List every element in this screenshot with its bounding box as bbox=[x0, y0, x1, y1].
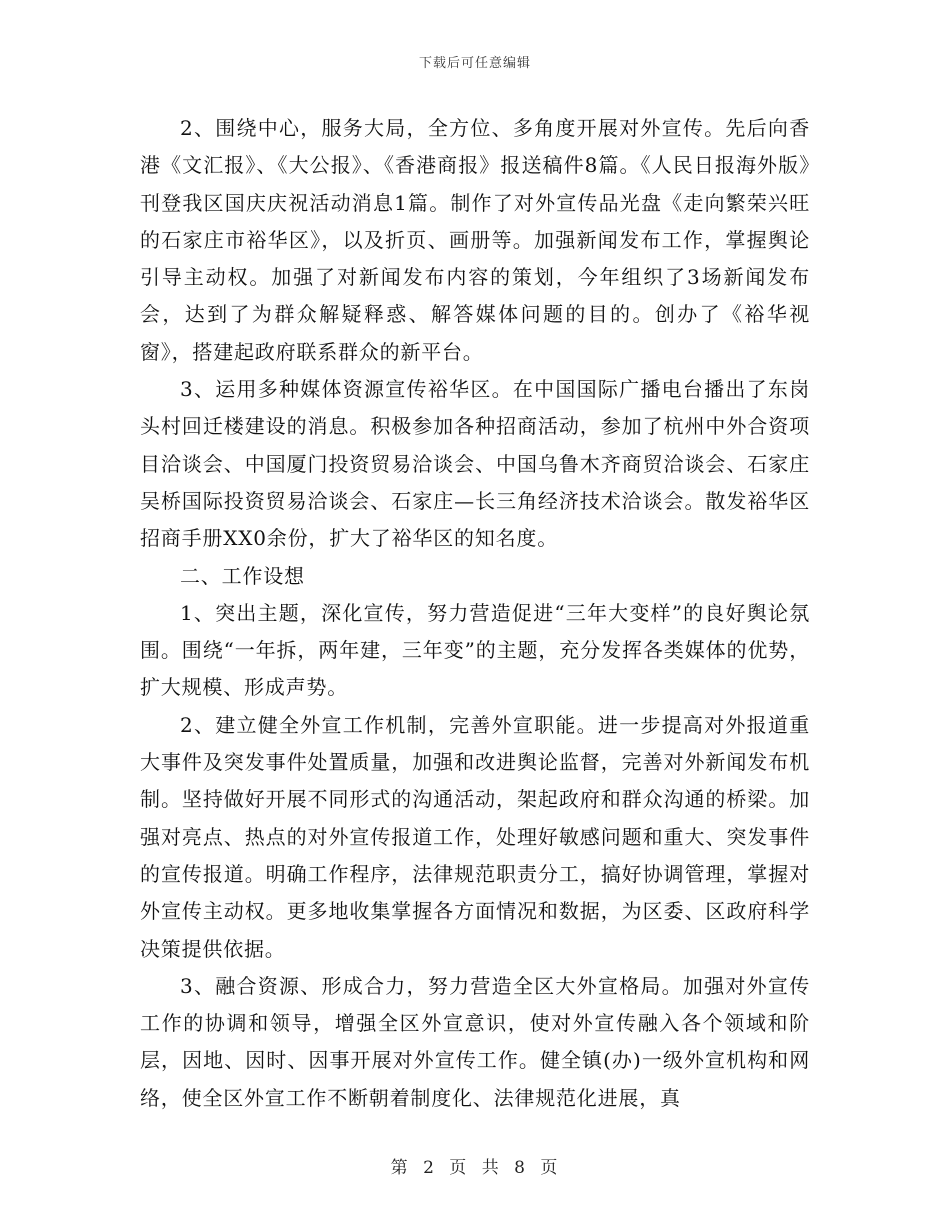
section-heading-work-plan: 二、工作设想 bbox=[180, 563, 305, 588]
paragraph-item-3: 3、运用多种媒体资源宣传裕华区。在中国国际广播电台播出了东岗头村回迁楼建设的消息。积极参加各种招商活动，参加了杭州中外合资项目洽谈会、中国厦门投资贸易洽谈会、中国乌鲁木齐商贸洽谈会、石家庄吴桥国际投资贸易洽谈会、石家庄—长三角经济技术洽谈会。散发裕华区招商手册XX0余份，扩大了裕华区的知名度。 bbox=[140, 377, 810, 551]
paragraph-item-2: 2、围绕中心，服务大局，全方位、多角度开展对外宣传。先后向香港《文汇报》、《大公报》、《香港商报》报送稿件8篇。《人民日报海外版》刊登我区国庆庆祝活动消息1篇。制作了对外宣传品光盘《走向繁荣兴旺的石家庄市裕华区》，以及折页、画册等。加强新闻发布工作，掌握舆论引导主动权。加强了对新闻发布内容的策划，今年组织了3场新闻发布会，达到了为群众解疑释惑、解答媒体问题的目的。创办了《裕华视窗》，搭建起政府联系群众的新平台。 bbox=[140, 116, 810, 364]
document-body bbox=[140, 110, 810, 1117]
paragraph-plan-1: 1、突出主题，深化宣传，努力营造促进“三年大变样”的良好舆论氛围。围绕“一年拆，两年建，三年变”的主题，充分发挥各类媒体的优势，扩大规模、形成声势。 bbox=[140, 600, 810, 700]
paragraph-plan-3: 3、融合资源、形成合力，努力营造全区大外宣格局。加强对外宣传工作的协调和领导，增强全区外宣意识，使对外宣传融入各个领域和阶层，因地、因时、因事开展对外宣传工作。健全镇(办)一级外宣机构和网络，使全区外宣工作不断朝着制度化、法律规范化进展，真 bbox=[140, 973, 810, 1110]
page-number-footer: 第 2 页 共 8 页 bbox=[390, 1158, 560, 1178]
page-header-note: 下载后可任意编辑 bbox=[418, 56, 531, 71]
paragraph-plan-2: 2、建立健全外宣工作机制，完善外宣职能。进一步提高对外报道重大事件及突发事件处置质量，加强和改进舆论监督，完善对外新闻发布机制。坚持做好开展不同形式的沟通活动，架起政府和群众沟通的桥梁。加强对亮点、热点的对外宣传报道工作，处理好敏感问题和重大、突发事件的宣传报道。明确工作程序，法律规范职责分工，搞好协调管理，掌握对外宣传主动权。更多地收集掌握各方面情况和数据，为区委、区政府科学决策提供依据。 bbox=[140, 712, 810, 961]
